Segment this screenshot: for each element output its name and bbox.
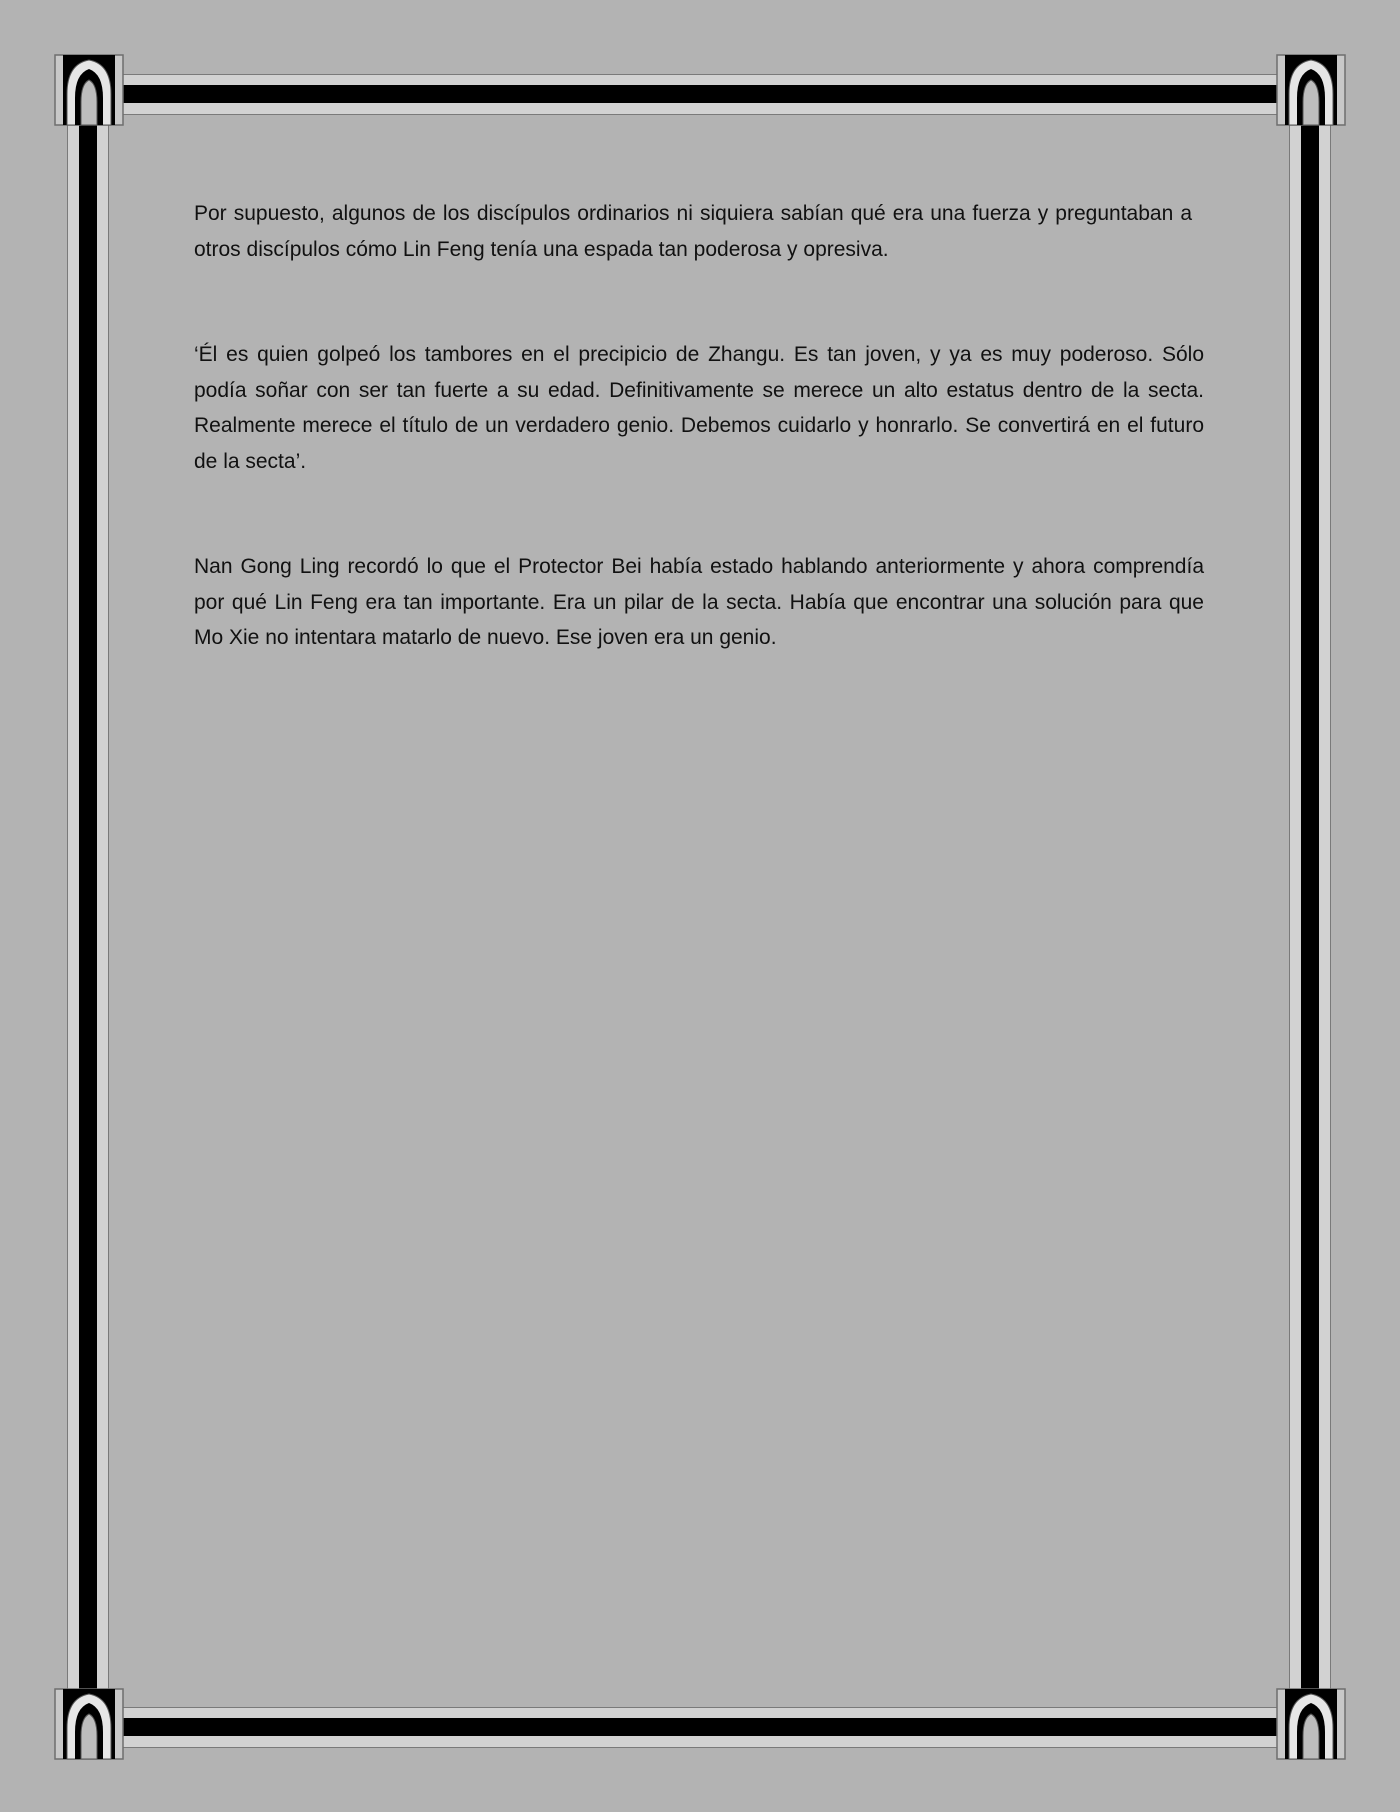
border-right bbox=[1289, 122, 1333, 1706]
page-body bbox=[194, 196, 1204, 726]
border-top bbox=[118, 74, 1282, 118]
border-left bbox=[67, 122, 111, 1706]
corner-ornament-icon bbox=[54, 1688, 124, 1760]
paragraph: Nan Gong Ling recordó lo que el Protector Bei había estado hablando anteriormente y ahora comprendía por qué Lin Feng era tan importante. Era un pilar de la secta. Había que encontrar una solución para que Mo Xie no intentara matarlo de nuevo. Ese joven era un genio. bbox=[194, 555, 1204, 649]
paragraph: ‘Él es quien golpeó los tambores en el precipicio de Zhangu. Es tan joven, y ya es muy poderoso. Sólo podía soñar con ser tan fuerte a su edad. Definitivamente se merece un alto estatus dentro de la secta. Realmente merece el título de un verdadero genio. Debemos cuidarlo y honrarlo. Se convertirá en el futuro de la secta’. bbox=[194, 343, 1204, 473]
border-bottom bbox=[118, 1707, 1282, 1751]
corner-ornament-icon bbox=[1276, 1688, 1346, 1760]
corner-ornament-icon bbox=[54, 54, 124, 126]
corner-ornament-icon bbox=[1276, 54, 1346, 126]
paragraph: Por supuesto, algunos de los discípulos ordinarios ni siquiera sabían qué era una fuerza y preguntaban a otros discípulos cómo Lin Feng tenía una espada tan poderosa y opresiva. bbox=[194, 202, 1192, 261]
